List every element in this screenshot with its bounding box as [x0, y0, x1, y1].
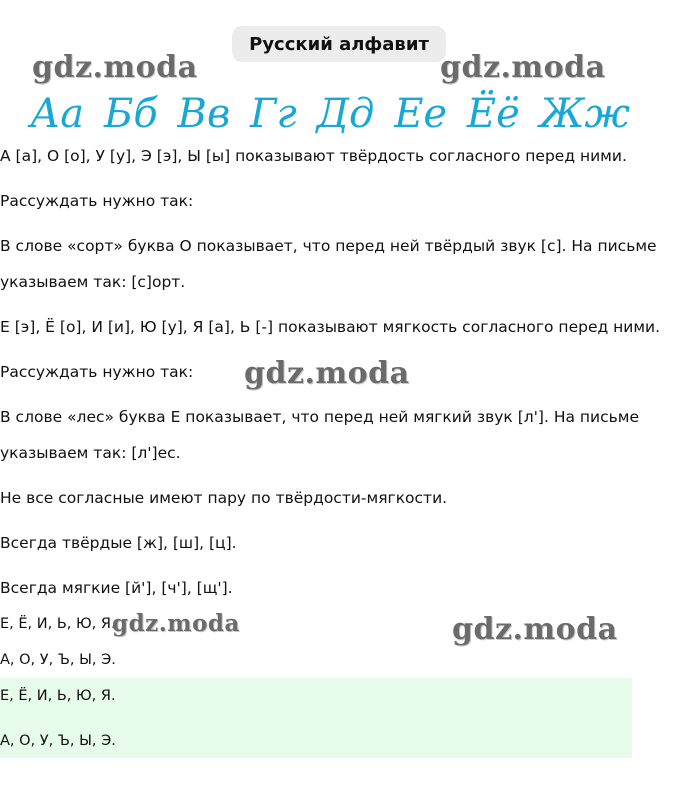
alphabet-letter: Вв [177, 91, 231, 137]
watermark-logo: gdz.moda [244, 356, 410, 391]
alphabet-letter: Аа [30, 91, 85, 137]
alphabet-letter: Ее [394, 91, 448, 137]
alphabet-letter: Гг [250, 91, 297, 137]
rule-text: Е [э], Ё [о], И [и], Ю [у], Я [а], Ь [-] показывают мягкость согласного перед ними. [0, 318, 661, 336]
letter-list: Е, Ё, И, Ь, Ю, Я. [0, 616, 116, 632]
watermark-logo: gdz.moda [32, 50, 198, 85]
rule-text: Всегда твёрдые [ж], [ш], [ц]. [0, 534, 237, 552]
cursive-alphabet [30, 90, 630, 138]
alphabet-letter: Дд [316, 91, 375, 137]
watermark-logo: gdz.moda [112, 610, 240, 637]
example-text: В слове «лес» буква Е показывает, что перед ней мягкий звук [л']. На письме [0, 408, 639, 426]
reasoning-heading: Рассуждать нужно так: [0, 192, 194, 210]
example-text: указываем так: [с]орт. [0, 273, 186, 291]
watermark-logo: gdz.moda [440, 50, 606, 85]
rule-text: Всегда мягкие [й'], [ч'], [щ']. [0, 579, 233, 597]
example-text: В слове «сорт» буква О показывает, что перед ней твёрдый звук [с]. На письме [0, 237, 657, 255]
answer-line: А, О, У, Ъ, Ы, Э. [0, 733, 116, 749]
example-text: указываем так: [л']ес. [0, 444, 181, 462]
rule-text: А [а], О [о], У [у], Э [э], Ы [ы] показывают твёрдость согласного перед ними. [0, 147, 627, 165]
rule-text: Не все согласные имеют пару по твёрдости-мягкости. [0, 489, 448, 507]
watermark-logo: gdz.moda [452, 612, 618, 647]
page-title: Русский алфавит [232, 26, 446, 62]
alphabet-letter: Жж [539, 91, 630, 137]
reasoning-heading: Рассуждать нужно так: [0, 363, 194, 381]
answer-line: Е, Ё, И, Ь, Ю, Я. [0, 688, 116, 704]
alphabet-letter: Бб [103, 91, 158, 137]
letter-list: А, О, У, Ъ, Ы, Э. [0, 652, 116, 668]
alphabet-letter: Ёё [466, 91, 520, 137]
